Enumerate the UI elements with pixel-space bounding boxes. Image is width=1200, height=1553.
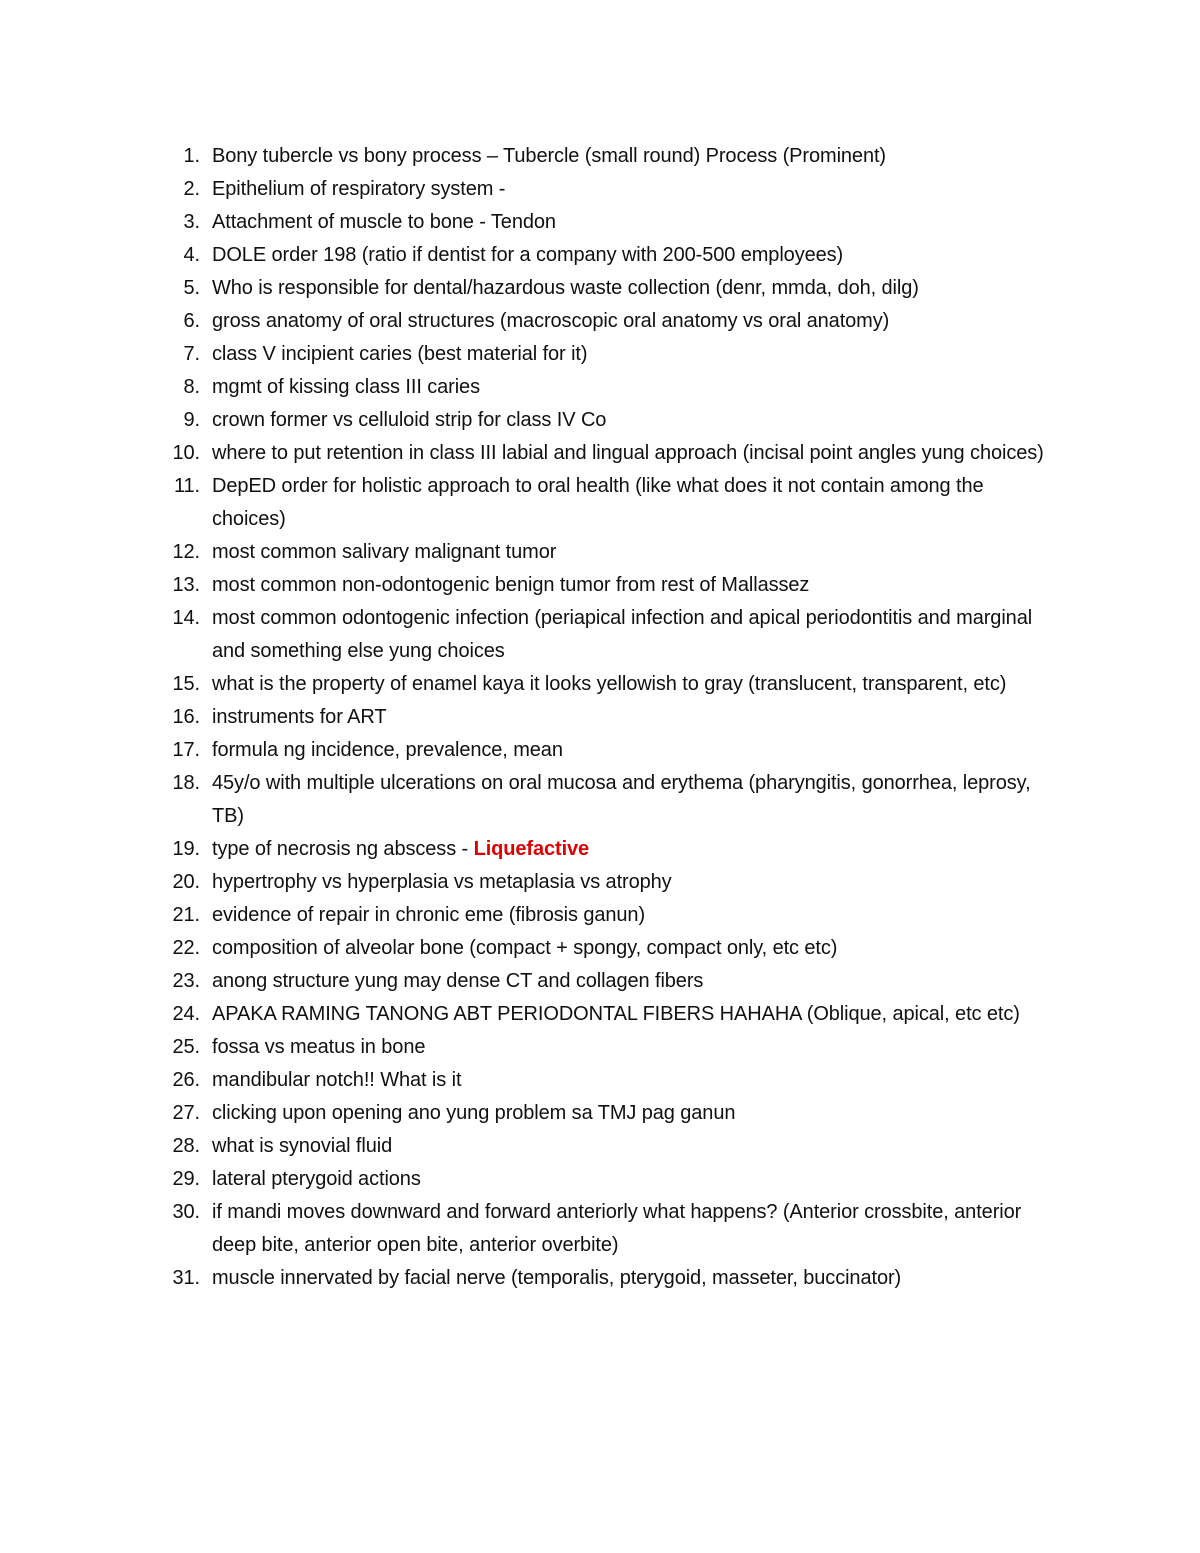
list-item-number: 31. (172, 1267, 200, 1289)
list-item-text: clicking upon opening ano yung problem sa TMJ pag ganun (212, 1102, 736, 1124)
list-item (0, 272, 1200, 305)
list-item-number: 9. (183, 409, 200, 431)
list-item-text: most common non-odontogenic benign tumor from rest of Mallassez (212, 574, 810, 596)
list-item-number: 2. (183, 178, 200, 200)
list-item-text: 45y/o with multiple ulcerations on oral mucosa and erythema (pharyngitis, gonorrhea, leprosy, TB) (212, 772, 1031, 827)
list-item (0, 734, 1200, 767)
list-item-text: instruments for ART (212, 706, 387, 728)
list-item-text: mandibular notch!! What is it (212, 1069, 462, 1091)
list-item (0, 965, 1200, 998)
list-item (0, 932, 1200, 965)
list-item-text: anong structure yung may dense CT and collagen fibers (212, 970, 704, 992)
list-item-text: what is the property of enamel kaya it looks yellowish to gray (translucent, transparent, etc) (212, 673, 1007, 695)
list-item-text: mgmt of kissing class III caries (212, 376, 480, 398)
list-item-number: 3. (183, 211, 200, 233)
list-item (0, 1064, 1200, 1097)
list-item-number: 30. (172, 1201, 200, 1223)
list-item (0, 1262, 1200, 1295)
list-item-number: 14. (172, 607, 200, 629)
list-item-number: 4. (183, 244, 200, 266)
list-item-number: 25. (172, 1036, 200, 1058)
list-item-number: 7. (183, 343, 200, 365)
list-item (0, 173, 1200, 206)
list-item (0, 1031, 1200, 1064)
list-item-text: most common salivary malignant tumor (212, 541, 557, 563)
list-item-text: APAKA RAMING TANONG ABT PERIODONTAL FIBERS HAHAHA (Oblique, apical, etc etc) (212, 1003, 1020, 1025)
list-item (0, 536, 1200, 569)
list-item-text: composition of alveolar bone (compact + spongy, compact only, etc etc) (212, 937, 838, 959)
list-item (0, 206, 1200, 239)
list-item (0, 866, 1200, 899)
list-item-text: gross anatomy of oral structures (macroscopic oral anatomy vs oral anatomy) (212, 310, 890, 332)
list-item-number: 24. (172, 1003, 200, 1025)
list-item-text: Epithelium of respiratory system - (212, 178, 506, 200)
list-item (0, 1163, 1200, 1196)
list-item-number: 1. (183, 145, 200, 167)
list-item-number: 6. (183, 310, 200, 332)
list-item-text: Attachment of muscle to bone - Tendon (212, 211, 556, 233)
list-item-number: 19. (172, 838, 200, 860)
list-item (0, 338, 1200, 371)
list-item (0, 140, 1200, 173)
list-item-number: 13. (172, 574, 200, 596)
list-item-number: 27. (172, 1102, 200, 1124)
list-item-number: 23. (172, 970, 200, 992)
list-item-text: fossa vs meatus in bone (212, 1036, 426, 1058)
list-item-number: 17. (172, 739, 200, 761)
list-item-number: 26. (172, 1069, 200, 1091)
list-item (0, 239, 1200, 272)
list-item (0, 569, 1200, 602)
list-item-text: lateral pterygoid actions (212, 1168, 421, 1190)
list-item-text: Who is responsible for dental/hazardous waste collection (denr, mmda, doh, dilg) (212, 277, 919, 299)
list-item-number: 22. (172, 937, 200, 959)
list-item (0, 1097, 1200, 1130)
list-item-text: crown former vs celluloid strip for class IV Co (212, 409, 607, 431)
list-item (0, 899, 1200, 932)
list-item (0, 701, 1200, 734)
list-item (0, 833, 1200, 866)
list-item-text: what is synovial fluid (212, 1135, 393, 1157)
list-item-text: hypertrophy vs hyperplasia vs metaplasia vs atrophy (212, 871, 672, 893)
list-item (0, 437, 1200, 470)
list-item-text: DepED order for holistic approach to oral health (like what does it not contain among the choices) (212, 475, 984, 530)
list-item-number: 20. (172, 871, 200, 893)
list-item-number: 12. (172, 541, 200, 563)
list-item-text: most common odontogenic infection (periapical infection and apical periodontitis and marginal and something else yung choices (212, 607, 1033, 662)
list-item-number: 16. (172, 706, 200, 728)
list-item-text: Bony tubercle vs bony process – Tubercle (small round) Process (Prominent) (212, 145, 886, 167)
list-item (0, 1196, 1200, 1262)
list-item-answer: Liquefactive (473, 838, 590, 860)
list-item-number: 8. (183, 376, 200, 398)
list-item-text: where to put retention in class III labial and lingual approach (incisal point angles yung choices) (212, 442, 1044, 464)
list-item-text: formula ng incidence, prevalence, mean (212, 739, 563, 761)
list-item (0, 767, 1200, 833)
list-item-number: 18. (172, 772, 200, 794)
list-item-text: evidence of repair in chronic eme (fibrosis ganun) (212, 904, 645, 926)
list-item (0, 404, 1200, 437)
list-item (0, 668, 1200, 701)
list-item-text: if mandi moves downward and forward anteriorly what happens? (Anterior crossbite, anterior deep bite, anterior open bite, anterior overbite) (212, 1201, 1022, 1256)
list-item-number: 21. (172, 904, 200, 926)
list-item-number: 29. (172, 1168, 200, 1190)
list-item (0, 998, 1200, 1031)
list-item (0, 305, 1200, 338)
list-item (0, 602, 1200, 668)
list-item-number: 11. (173, 475, 200, 497)
list-item-text: class V incipient caries (best material for it) (212, 343, 588, 365)
list-item (0, 1130, 1200, 1163)
list-item-text: muscle innervated by facial nerve (temporalis, pterygoid, masseter, buccinator) (212, 1267, 902, 1289)
list-item-number: 28. (172, 1135, 200, 1157)
list-item-text: type of necrosis ng abscess - (212, 838, 474, 860)
list-item-number: 5. (183, 277, 200, 299)
list-item (0, 470, 1200, 536)
list-item-number: 10. (172, 442, 200, 464)
list-item-text: DOLE order 198 (ratio if dentist for a company with 200-500 employees) (212, 244, 844, 266)
list-item (0, 371, 1200, 404)
list-item-number: 15. (172, 673, 200, 695)
question-list (0, 140, 1200, 1295)
